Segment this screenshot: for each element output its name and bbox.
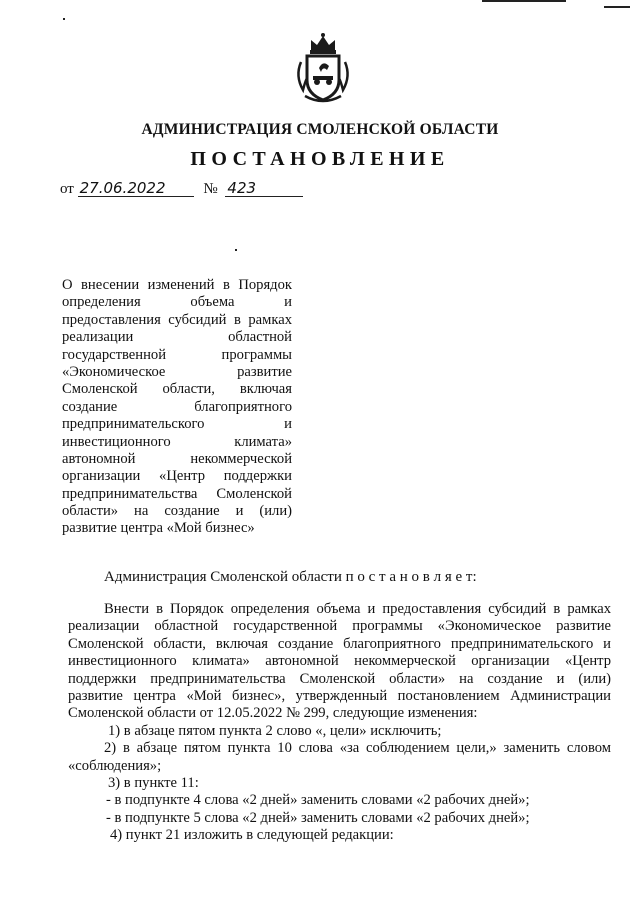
subject-line: области» на создание и (или) <box>62 503 292 520</box>
number-prefix: № <box>203 181 218 197</box>
document-type-title: ПОСТАНОВЛЕНИЕ <box>190 148 450 170</box>
subject-line: государственной программы <box>62 346 292 363</box>
body-line: поддержки предпринимательства Смоленской области» на создание и (или) <box>68 670 611 687</box>
subject-line: определения объема и <box>62 294 292 311</box>
scan-mark <box>235 249 237 251</box>
list-item: 2) в абзаце пятом пункта 10 слова «за соблюдением цели,» заменить словом <box>104 740 611 757</box>
body-line: Внести в Порядок определения объема и предоставления субсидий в рамках <box>104 601 611 617</box>
body-line: развитие центра «Мой бизнес», утвержденный постановлением Администрации <box>68 687 611 704</box>
document-subject <box>62 277 292 538</box>
subject-line: предпринимательства Смоленской <box>62 485 292 502</box>
body-line: реализации областной государственной программы «Экономическое развитие <box>68 618 611 635</box>
subject-line: развитие центра «Мой бизнес» <box>62 520 255 537</box>
body-line: инвестиционного климата» автономной некоммерческой организации «Центр <box>68 653 611 670</box>
list-item: 4) пункт 21 изложить в следующей редакции: <box>110 827 394 844</box>
scan-mark <box>604 6 630 8</box>
scan-mark <box>63 18 65 20</box>
subject-line: «Экономическое развитие <box>62 363 292 380</box>
organization-name: АДМИНИСТРАЦИЯ СМОЛЕНСКОЙ ОБЛАСТИ <box>141 121 499 138</box>
list-item: 3) в пункте 11: <box>108 774 199 791</box>
subject-line: создание благоприятного <box>62 398 292 415</box>
coat-of-arms-emblem <box>293 32 353 104</box>
sub-list-item: - в подпункте 5 слова «2 дней» заменить словами «2 рабочих дней»; <box>106 809 530 826</box>
sub-list-item: - в подпункте 4 слова «2 дней» заменить словами «2 рабочих дней»; <box>106 792 530 809</box>
subject-line: Смоленской области, включая <box>62 381 292 398</box>
body-line: Смоленской области, включая создание благоприятного предпринимательского и <box>68 635 611 652</box>
scan-mark <box>482 0 566 2</box>
body-line: Смоленской области от 12.05.2022 № 299, следующие изменения: <box>68 705 478 722</box>
subject-line: организации «Центр поддержки <box>62 468 292 485</box>
document-number: 423 <box>225 180 303 197</box>
subject-line: предоставления субсидий в рамках <box>62 311 292 328</box>
subject-line: автономной некоммерческой <box>62 450 292 467</box>
subject-line: О внесении изменений в Порядок <box>62 277 292 293</box>
list-item: 1) в абзаце пятом пункта 2 слово «, цели» исключить; <box>108 722 442 739</box>
subject-line: инвестиционного климата» <box>62 433 292 450</box>
preamble: Администрация Смоленской области п о с т а н о в л я е т: <box>104 569 477 585</box>
list-item-continuation: «соблюдения»; <box>68 757 162 774</box>
date-prefix: от <box>60 181 74 197</box>
document-date: 27.06.2022 <box>78 180 194 197</box>
subject-line: реализации областной <box>62 329 292 346</box>
date-number-line <box>60 180 303 198</box>
subject-line: предпринимательского и <box>62 416 292 433</box>
document-body <box>68 601 611 844</box>
